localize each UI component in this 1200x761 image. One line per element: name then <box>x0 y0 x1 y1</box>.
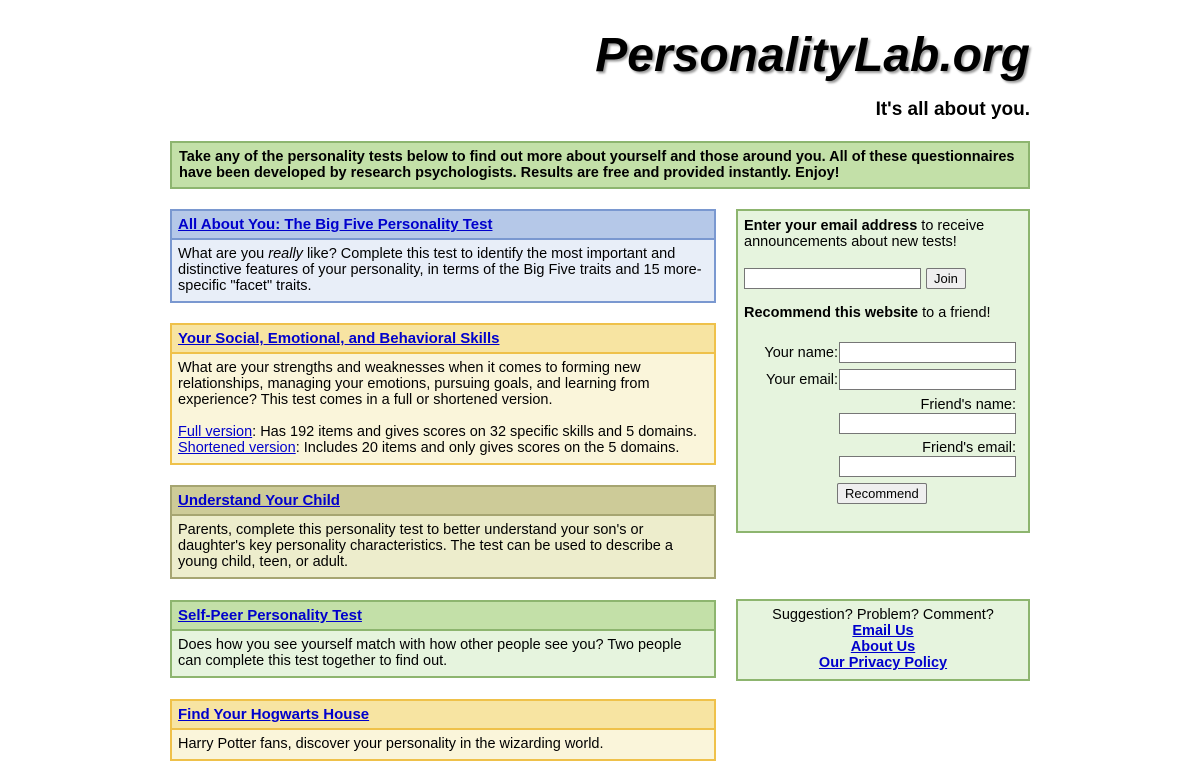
intro-banner: Take any of the personality tests below to find out more about yourself and those around you. All of these questionnaires have been developed by research psychologists. Results are free and provided instantly. Enjoy! <box>170 141 1030 189</box>
about-us-link[interactable]: About Us <box>850 639 916 655</box>
contact-prompt: Suggestion? Problem? Comment? <box>772 607 994 623</box>
your-email-label: Your email: <box>765 372 838 388</box>
test-card-header <box>172 602 714 631</box>
friend-name-input[interactable] <box>839 413 1016 434</box>
self-peer-test-link[interactable]: Self-Peer Personality Test <box>178 607 362 624</box>
big-five-test-link[interactable]: All About You: The Big Five Personality Test <box>178 216 493 233</box>
desc-text: like? Complete this test to identify the most important and distinctive features of your personality, in terms of the Big Five traits and 15 more-specific "facet" traits. <box>178 246 702 294</box>
friend-email-label: Friend's email: <box>922 440 1016 456</box>
full-version-link[interactable]: Full version <box>178 424 253 440</box>
test-card-description <box>172 631 714 676</box>
shortened-version-link[interactable]: Shortened version <box>178 440 296 456</box>
test-card-big-five <box>170 209 716 303</box>
test-card-description <box>172 730 714 759</box>
test-card-header <box>172 325 714 354</box>
desc-text: Parents, complete this personality test to better understand your son's or daughter's key personality characteristics. The test can be used to describe a young child, teen, or adult. <box>178 522 673 570</box>
your-name-input[interactable] <box>839 342 1016 363</box>
site-title: PersonalityLab.org <box>595 29 1030 82</box>
recommend-prompt-text: to a friend! <box>918 305 991 321</box>
hogwarts-test-link[interactable]: Find Your Hogwarts House <box>178 706 370 723</box>
email-prompt <box>744 218 1014 250</box>
friend-email-input[interactable] <box>839 456 1016 477</box>
email-prompt-bold: Enter your email address <box>744 218 918 234</box>
desc-emphasis: really <box>268 246 303 262</box>
test-card-self-peer <box>170 600 716 678</box>
test-card-description <box>172 516 714 577</box>
your-email-input[interactable] <box>839 369 1016 390</box>
shortened-version-text: : Includes 20 items and only gives scores on the 5 domains. <box>295 440 680 456</box>
your-name-label: Your name: <box>764 345 838 361</box>
newsletter-email-input[interactable] <box>744 268 921 289</box>
friend-name-label: Friend's name: <box>920 397 1016 413</box>
desc-text: Harry Potter fans, discover your personality in the wizarding world. <box>178 736 604 752</box>
full-version-text: : Has 192 items and gives scores on 32 specific skills and 5 domains. <box>252 424 698 440</box>
desc-text: What are you <box>178 246 269 262</box>
skills-test-link[interactable]: Your Social, Emotional, and Behavioral Skills <box>178 330 500 347</box>
recommend-prompt-bold: Recommend this website <box>744 305 919 321</box>
test-card-header <box>172 487 714 516</box>
email-us-link[interactable]: Email Us <box>852 623 914 639</box>
child-test-link[interactable]: Understand Your Child <box>178 492 340 509</box>
test-card-skills <box>170 323 716 465</box>
test-card-header <box>172 701 714 730</box>
recommend-button[interactable]: Recommend <box>837 483 927 504</box>
join-button[interactable]: Join <box>926 268 966 289</box>
test-card-hogwarts <box>170 699 716 761</box>
site-tagline: It's all about you. <box>875 99 1030 120</box>
test-card-description <box>172 240 714 301</box>
privacy-policy-link[interactable]: Our Privacy Policy <box>818 655 948 671</box>
signup-panel <box>736 209 1030 533</box>
email-prompt-text: to receive announcements about new tests! <box>744 218 985 250</box>
test-card-child <box>170 485 716 579</box>
recommend-prompt <box>744 305 1014 321</box>
test-card-header <box>172 211 714 240</box>
contact-panel <box>736 599 1030 681</box>
desc-text: What are your strengths and weaknesses when it comes to forming new relationships, managing your emotions, pursuing goals, and learning from experience? This test comes in a full or shortened version. <box>178 360 650 408</box>
desc-text: Does how you see yourself match with how other people see you? Two people can complete this test together to find out. <box>178 637 682 669</box>
test-card-description <box>172 354 714 463</box>
